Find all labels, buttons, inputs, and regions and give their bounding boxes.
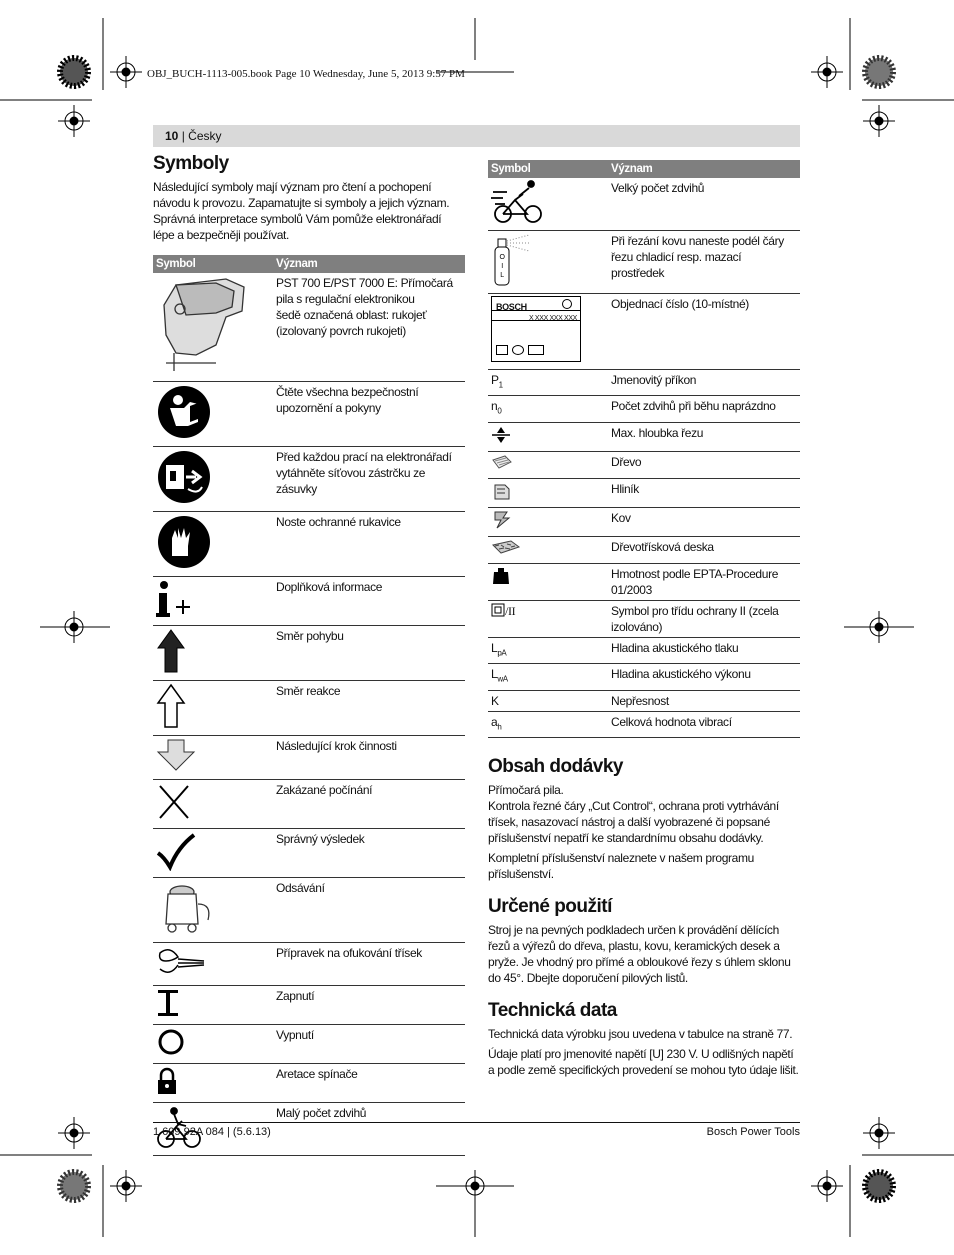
read-manual-icon bbox=[156, 384, 212, 440]
weight-icon bbox=[491, 566, 511, 586]
delivery-section bbox=[488, 756, 800, 882]
cut-depth-icon bbox=[491, 425, 511, 445]
fast-bike-icon bbox=[491, 180, 547, 224]
table-row bbox=[153, 1063, 465, 1102]
meaning-cell: Správný výsledek bbox=[273, 828, 465, 877]
table-row bbox=[488, 478, 800, 507]
meaning-cell: Objednací číslo (10-místné) bbox=[608, 294, 800, 370]
table-row bbox=[488, 451, 800, 478]
chipboard-icon bbox=[491, 539, 521, 557]
dust-extraction-icon bbox=[156, 880, 212, 936]
meaning-cell: Vypnutí bbox=[273, 1024, 465, 1063]
table-row bbox=[153, 680, 465, 735]
table-row bbox=[488, 536, 800, 563]
protection-class-icon bbox=[491, 603, 505, 617]
arrow-up-filled-icon bbox=[156, 628, 186, 674]
meaning-cell: Hladina akustického výkonu bbox=[608, 664, 800, 690]
meaning-cell: Před každou prací na elektronářadí vytáhněte síťovou zástrčku ze zásuvky bbox=[273, 446, 465, 511]
footer-divider bbox=[153, 1122, 800, 1123]
meaning-line: šedě označená oblast: rukojeť (izolovaný povrch rukojeti) bbox=[276, 308, 427, 338]
col-symbol: Symbol bbox=[153, 255, 273, 273]
table-row bbox=[153, 273, 465, 381]
table-row bbox=[153, 381, 465, 446]
arrow-up-outline-icon bbox=[156, 683, 186, 729]
nameplate-box-icon bbox=[496, 345, 508, 355]
table-row bbox=[153, 511, 465, 576]
symbols-title: Symboly bbox=[153, 153, 229, 174]
meaning-cell: Zakázané počínání bbox=[273, 779, 465, 828]
oil-spray-icon bbox=[491, 233, 531, 287]
table-row bbox=[488, 600, 800, 637]
meaning-cell: Přípravek na ofukování třísek bbox=[273, 942, 465, 985]
table-row bbox=[488, 396, 800, 422]
meaning-line: PST 700 E/PST 7000 E: Přímočará pila s regulační elektronikou bbox=[276, 276, 453, 306]
bosch-logo-icon bbox=[562, 299, 572, 309]
meaning-cell: Noste ochranné rukavice bbox=[273, 511, 465, 576]
print-info: OBJ_BUCH-1113-005.book Page 10 Wednesday, June 5, 2013 9:57 PM bbox=[147, 68, 465, 80]
cross-icon bbox=[156, 782, 192, 822]
info-plus-icon bbox=[156, 579, 196, 619]
symbol-cell: $a_h$ bbox=[488, 711, 608, 737]
nameplate-brand: BOSCH bbox=[496, 302, 527, 312]
symbol-cell: $L_{pA}$ bbox=[488, 637, 608, 663]
svg-text:I: I bbox=[501, 263, 503, 270]
meaning-cell: Jmenovitý příkon bbox=[608, 370, 800, 396]
meaning-cell: Zapnutí bbox=[273, 985, 465, 1024]
table-row bbox=[153, 779, 465, 828]
meaning-cell: Hliník bbox=[608, 478, 800, 507]
delivery-p2: Kontrola řezné čáry „Cut Control“, ochrana proti vytrhávání třísek, nasazovací nástroj a další vyobrazené či popsané příslušenství nepatří ke standardnímu obsahu dodávky. bbox=[488, 798, 779, 845]
table-row bbox=[153, 735, 465, 779]
meaning-cell: Max. hloubka řezu bbox=[608, 422, 800, 451]
unplug-icon bbox=[156, 449, 212, 505]
symbol-cell: K bbox=[488, 690, 608, 711]
meaning-cell: Doplňková informace bbox=[273, 576, 465, 625]
table-row bbox=[153, 985, 465, 1024]
header-language: Česky bbox=[188, 129, 222, 143]
symbol-cell: $P_1$ bbox=[488, 370, 608, 396]
arrow-down-icon bbox=[156, 738, 196, 772]
meaning-cell: Hladina akustického tlaku bbox=[608, 637, 800, 663]
table-row bbox=[153, 446, 465, 511]
col-meaning: Význam bbox=[273, 255, 465, 273]
symbols-table-right bbox=[488, 160, 800, 738]
tech-data-title: Technická data bbox=[488, 999, 617, 1021]
nameplate-circle-icon bbox=[512, 345, 524, 355]
meaning-cell: Velký počet zdvihů bbox=[608, 178, 800, 231]
footer-brand: Bosch Power Tools bbox=[706, 1126, 800, 1138]
tech-data-section bbox=[488, 1000, 800, 1078]
symbol-cell: $L_{wA}$ bbox=[488, 664, 608, 690]
nameplate-number: X XXX XXX XXX bbox=[529, 315, 577, 322]
table-row bbox=[488, 563, 800, 600]
tech-data-p2: Údaje platí pro jmenovité napětí [U] 230 V. U odlišných napětí a podle země specifických provedení se mohou tyto údaje lišit. bbox=[488, 1046, 799, 1077]
table-row bbox=[488, 231, 800, 294]
nameplate-icon bbox=[491, 296, 581, 362]
table-row bbox=[488, 690, 800, 711]
right-column bbox=[488, 160, 800, 1082]
blower-icon bbox=[156, 945, 206, 979]
page-header: 10 | Česky bbox=[153, 125, 800, 147]
intended-use-section bbox=[488, 896, 800, 986]
left-column bbox=[153, 153, 465, 1156]
meaning-cell: Při řezání kovu naneste podél čáry řezu chladicí resp. mazací prostředek bbox=[608, 231, 800, 294]
intended-use-p1: Stroj je na pevných podkladech určen k provádění dělících řezů a výřezů do dřeva, plastu, kovu, keramických desek a pryže. Je vhodný pro přímé a obloukové řezy s úhlem sklonu do 45°. Dbejte doporučení pilových listů. bbox=[488, 922, 791, 985]
checkmark-icon bbox=[156, 831, 196, 871]
table-row bbox=[153, 877, 465, 942]
meaning-cell: Čtěte všechna bezpečnostní upozornění a pokyny bbox=[273, 381, 465, 446]
table-row bbox=[153, 828, 465, 877]
table-row bbox=[488, 422, 800, 451]
jigsaw-icon bbox=[156, 275, 248, 373]
intended-use-title: Určené použití bbox=[488, 895, 612, 917]
page-number: 10 bbox=[165, 129, 179, 143]
meaning-cell: Symbol pro třídu ochrany II (zcela izolováno) bbox=[608, 600, 800, 637]
nameplate-rect-icon bbox=[528, 345, 544, 355]
meaning-cell: Směr pohybu bbox=[273, 625, 465, 680]
table-row bbox=[153, 576, 465, 625]
meaning-cell: Dřevo bbox=[608, 451, 800, 478]
meaning-cell: Malý počet zdvihů bbox=[273, 1102, 465, 1155]
symbol-cell: $n_0$ bbox=[488, 396, 608, 422]
meaning-cell: Celková hodnota vibrací bbox=[608, 711, 800, 737]
table-row bbox=[488, 711, 800, 737]
meaning-cell: Odsávání bbox=[273, 877, 465, 942]
meaning-cell: Nepřesnost bbox=[608, 690, 800, 711]
lock-icon bbox=[156, 1066, 178, 1096]
table-row bbox=[488, 294, 800, 370]
delivery-title: Obsah dodávky bbox=[488, 755, 623, 777]
delivery-p3: Kompletní příslušenství naleznete v našem programu příslušenství. bbox=[488, 850, 754, 881]
col-meaning: Význam bbox=[608, 160, 800, 178]
meaning-cell: Následující krok činnosti bbox=[273, 735, 465, 779]
table-row bbox=[153, 1024, 465, 1063]
svg-text:O: O bbox=[499, 254, 505, 261]
table-row bbox=[153, 625, 465, 680]
svg-text:L: L bbox=[500, 272, 504, 279]
metal-icon bbox=[491, 510, 513, 530]
delivery-p1: Přímočará pila. bbox=[488, 782, 564, 797]
table-row bbox=[488, 664, 800, 690]
meaning-cell: Kov bbox=[608, 507, 800, 536]
table-row bbox=[488, 178, 800, 231]
tech-data-p1: Technická data výrobku jsou uvedena v tabulce na straně 77. bbox=[488, 1026, 793, 1041]
gloves-icon bbox=[156, 514, 212, 570]
aluminium-icon bbox=[491, 481, 513, 501]
col-symbol: Symbol bbox=[488, 160, 608, 178]
meaning-cell: Aretace spínače bbox=[273, 1063, 465, 1102]
symbols-table-left bbox=[153, 255, 465, 1156]
on-icon bbox=[156, 988, 180, 1018]
footer-doc-number: 1 609 92A 084 | (5.6.13) bbox=[153, 1126, 271, 1138]
wood-icon bbox=[491, 454, 513, 472]
table-row bbox=[153, 942, 465, 985]
meaning-cell: Počet zdvihů při běhu naprázdno bbox=[608, 396, 800, 422]
table-row bbox=[488, 370, 800, 396]
off-icon bbox=[156, 1027, 186, 1057]
meaning-cell: Hmotnost podle EPTA-Procedure 01/2003 bbox=[608, 563, 800, 600]
meaning-cell: Dřevotřísková deska bbox=[608, 536, 800, 563]
symbol-cell: /II bbox=[488, 600, 608, 637]
symbols-intro: Následující symboly mají význam pro čtení a pochopení návodu k provozu. Zapamatujte si symboly a jejich význam. Správná interpretace symbolů Vám pomůže elektronářadí lépe a bezpečněji používat. bbox=[153, 180, 450, 242]
table-row bbox=[488, 507, 800, 536]
meaning-cell: Směr reakce bbox=[273, 680, 465, 735]
table-row bbox=[488, 637, 800, 663]
